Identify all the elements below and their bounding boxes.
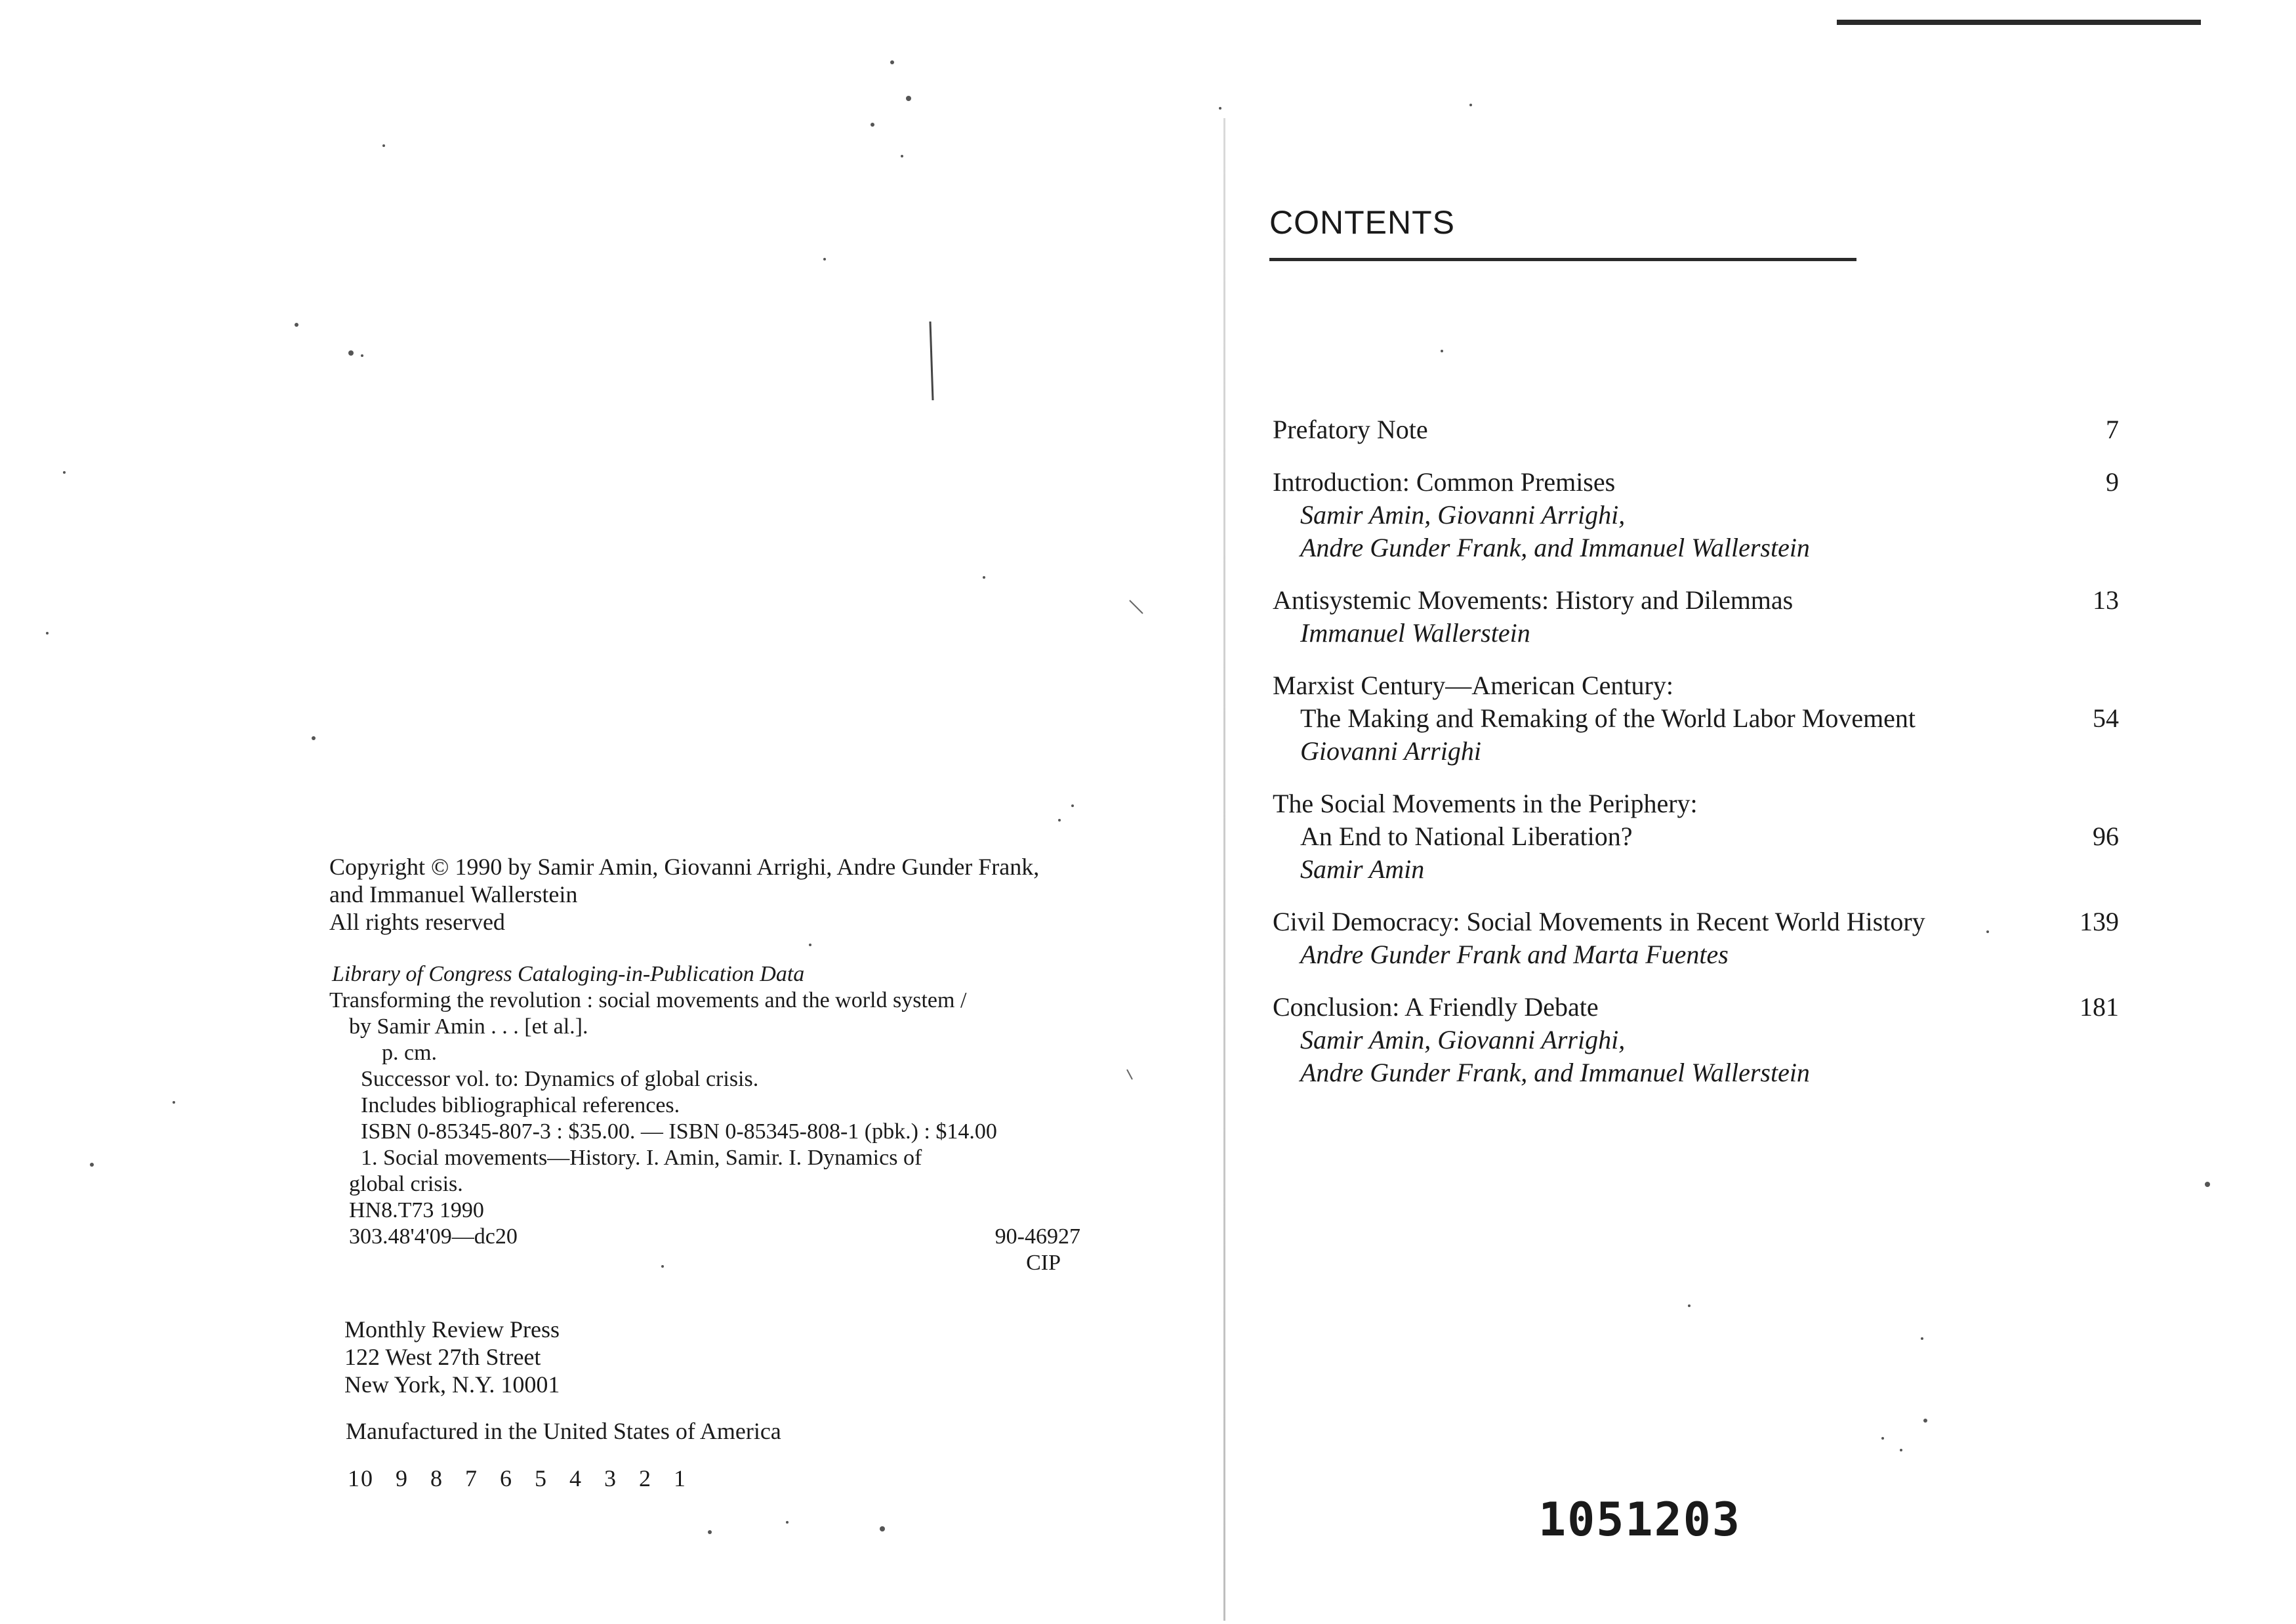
toc-page-number: 7 <box>2106 415 2119 444</box>
toc-entry <box>1273 669 2119 768</box>
cip-call-number: HN8.T73 1990 <box>349 1198 484 1222</box>
toc-page-number: 9 <box>2106 467 2119 497</box>
publisher-line: New York, N.Y. 10001 <box>344 1371 560 1398</box>
toc-entry-author: Samir Amin, Giovanni Arrighi, <box>1300 1025 1626 1054</box>
cip-dewey-row <box>329 1224 1117 1250</box>
manufactured-note: Manufactured in the United States of America <box>346 1418 781 1444</box>
toc-entry-title: Antisystemic Movements: History and Dilemmas <box>1273 585 1794 615</box>
cip-isbn: ISBN 0-85345-807-3 : $35.00. — ISBN 0-85345-808-1 (pbk.) : $14.00 <box>361 1119 997 1144</box>
toc-page-number: 13 <box>2093 585 2119 615</box>
cip-title-line: by Samir Amin . . . [et al.]. <box>349 1014 588 1039</box>
copyright-line: and Immanuel Wallerstein <box>329 881 578 907</box>
printing-line: 10 9 8 7 6 5 4 3 2 1 <box>348 1465 687 1491</box>
cip-heading: Library of Congress Cataloging-in-Publication Data <box>332 962 805 986</box>
toc-entry-author: Immanuel Wallerstein <box>1300 618 1530 648</box>
cip-successor: Successor vol. to: Dynamics of global crisis. <box>361 1067 759 1091</box>
toc-page-number: 54 <box>2093 703 2119 733</box>
cip-pcm: p. cm. <box>382 1041 438 1065</box>
copyright-notice <box>329 853 1039 936</box>
page-gutter <box>1223 118 1225 1621</box>
cip-subjects: 1. Social movements—History. I. Amin, Samir. I. Dynamics of <box>361 1146 922 1170</box>
cip-subjects: global crisis. <box>349 1172 463 1196</box>
toc-entry-title: Conclusion: A Friendly Debate <box>1273 992 1599 1022</box>
table-of-contents <box>1273 413 2119 1109</box>
toc-entry-author: Andre Gunder Frank, and Immanuel Wallerstein <box>1300 1058 1810 1087</box>
toc-entry <box>1273 991 2119 1089</box>
cataloging-data <box>329 961 1117 1276</box>
toc-entry <box>1273 413 2119 446</box>
toc-entry <box>1273 584 2119 650</box>
toc-entry-subtitle: An End to National Liberation? <box>1300 822 1633 851</box>
toc-entry-title: Marxist Century—American Century: <box>1273 671 1673 700</box>
toc-entry-title: The Social Movements in the Periphery: <box>1273 789 1698 818</box>
header-rule <box>1837 20 2201 25</box>
toc-entry-author: Andre Gunder Frank and Marta Fuentes <box>1300 940 1729 969</box>
cip-dewey: 303.48'4'09—dc20 <box>349 1224 518 1249</box>
toc-page-number: 181 <box>2080 992 2119 1022</box>
toc-entry-title: Introduction: Common Premises <box>1273 467 1616 497</box>
copyright-line: Copyright © 1990 by Samir Amin, Giovanni Arrighi, Andre Gunder Frank, <box>329 854 1040 880</box>
toc-page-number: 139 <box>2080 907 2119 936</box>
toc-entry-title: Civil Democracy: Social Movements in Recent World History <box>1273 907 1925 936</box>
cip-lccn: 90-46927 <box>994 1224 1080 1249</box>
publisher-address <box>344 1316 560 1398</box>
toc-entry-author: Samir Amin, Giovanni Arrighi, <box>1300 500 1626 530</box>
toc-entry-title: Prefatory Note <box>1273 415 1428 444</box>
toc-entry <box>1273 466 2119 564</box>
copyright-line: All rights reserved <box>329 909 505 935</box>
toc-entry-author: Samir Amin <box>1300 854 1425 884</box>
page-title: CONTENTS <box>1269 204 1455 241</box>
toc-page-number: 96 <box>2093 822 2119 851</box>
toc-entry <box>1273 906 2119 971</box>
toc-entry-subtitle: The Making and Remaking of the World Labor Movement <box>1300 703 1916 733</box>
cip-label-row <box>329 1250 1117 1276</box>
toc-entry <box>1273 787 2119 886</box>
cip-biblio: Includes bibliographical references. <box>361 1093 680 1117</box>
cip-label: CIP <box>1026 1251 1061 1275</box>
publisher-line: 122 West 27th Street <box>344 1344 541 1370</box>
cip-title-line: Transforming the revolution : social movements and the world system / <box>329 988 967 1012</box>
title-rule <box>1269 258 1856 261</box>
stamp-number: 1051203 <box>1538 1493 1742 1547</box>
publisher-line: Monthly Review Press <box>344 1316 560 1343</box>
toc-entry-author: Giovanni Arrighi <box>1300 736 1481 766</box>
toc-entry-author: Andre Gunder Frank, and Immanuel Wallerstein <box>1300 533 1810 562</box>
